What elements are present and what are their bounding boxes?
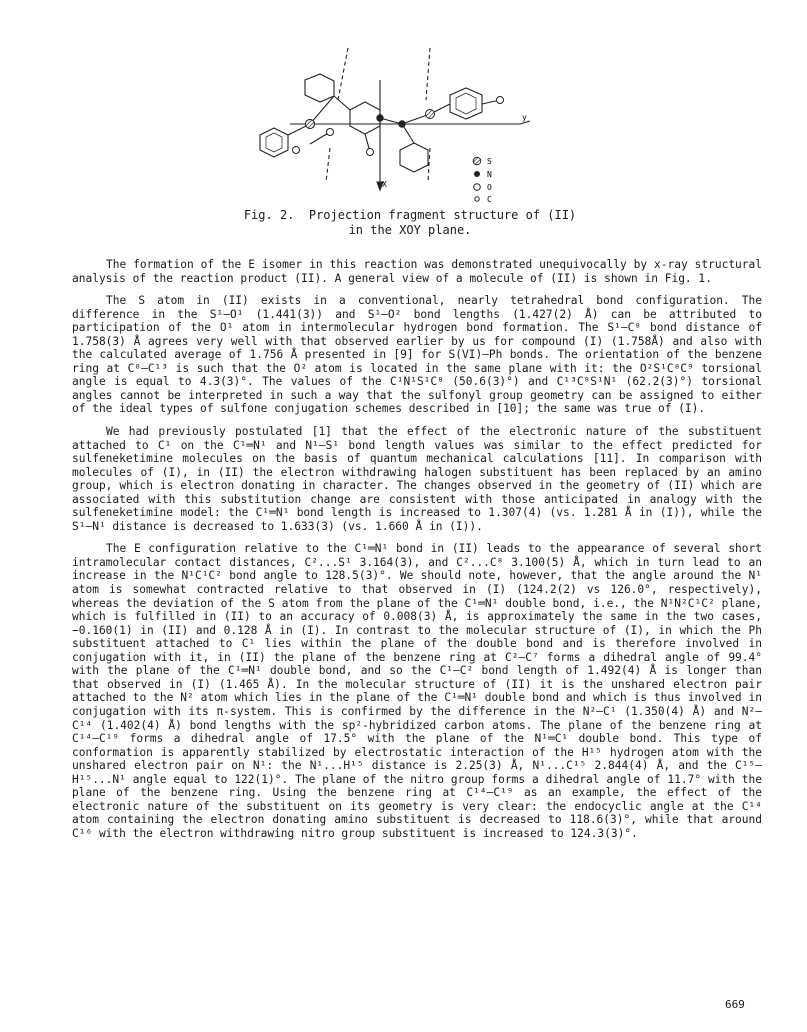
paragraph-3: We had previously postulated [1] that the effect of the electronic nature of the substituent attached to C¹ on the C¹═N¹ and N¹—S¹ bond length values was similar to the effect predicted for sulfeneketimine molecules on the basis of quantum mechanical calculations [11]. In comparison with molecules of (I), in (II) the electron withdrawing halogen substituent has been replaced by an amino group, which is electron donating in character. The changes observed in the geometry of (II) which are associated with this substitution change are consistent with those anticipated in analogy with the sulfeneketimine model: the C¹═N¹ bond length is increased to 1.307(4) (vs. 1.281 Å in (I)), while the S¹—N¹ distance is decreased to 1.633(3) (vs. 1.660 Å in (I)). <box>72 425 762 533</box>
paragraph-1: The formation of the E isomer in this reaction was demonstrated unequivocally by x-ray structural analysis of the reaction product (II). A general view of a molecule of (II) is shown in Fig. 1. <box>72 258 762 285</box>
legend-label-c: C <box>487 195 492 204</box>
caption-line-2: in the XOY plane. <box>348 223 472 237</box>
figure-2 <box>230 40 570 210</box>
figure-caption <box>200 208 620 238</box>
crystal-structure-projection <box>230 40 570 210</box>
page-number: 669 <box>725 998 745 1011</box>
nitrogen-legend-icon <box>474 171 480 177</box>
legend <box>473 157 492 204</box>
oxygen-legend-icon <box>474 184 481 191</box>
paragraph-4: The E configuration relative to the C¹═N¹ bond in (II) leads to the appearance of several short intramolecular contact distances, C²...S¹ 3.164(3), and C²...C⁸ 3.100(5) Å, which in turn lead to an increase in the N¹C¹C² bond angle to 128.5(3)°. We should note, however, that the angle around the N¹ atom is somewhat contracted relative to that observed in (I) (124.2(2) vs 126.0°, respectively), whereas the deviation of the S atom from the plane of the C¹═N¹ double bond, i.e., the N¹N²C¹C² plane, which is fulfilled in (II) to an accuracy of 0.008(3) Å, is approximately the same in the two cases, −0.160(1) in (II) and 0.128 Å in (I). In contrast to the molecular structure of (I), in which the Ph substituent attached to C¹ lies within the plane of the double bond and is therefore involved in conjugation with it, in (II) the plane of the benzene ring at C²—C⁷ forms a dihedral angle of 99.4° with the plane of the C¹═N¹ double bond, and so the C¹—C² bond length of 1.492(4) Å is longer than that observed in (I) (1.465 Å). In the molecular structure of (II) it is the unshared electron pair attached to the N² atom which lies in the plane of the C¹═N¹ double bond and which is thus involved in conjugation with its π-system. This is confirmed by the difference in the N²—C¹ (1.350(4) Å) and N²—C¹⁴ (1.402(4) Å) bond lengths with the sp²-hybridized carbon atoms. The plane of the benzene ring at C¹⁴—C¹⁹ forms a dihedral angle of 17.5° with the plane of the N¹═C¹ double bond. This type of conformation is apparently stabilized by electrostatic interaction of the H¹⁵ hydrogen atom with the unshared electron pair on N¹: the N¹...H¹⁵ distance is 2.25(3) Å, N¹...C¹⁵ 2.844(4) Å, and the C¹⁵—H¹⁵...N¹ angle equal to 122(1)°. The plane of the nitro group forms a dihedral angle of 11.7° with the plane of the benzene ring. Using the benzene ring at C¹⁴—C¹⁹ as an example, the effect of the electronic nature of the substituent on its geometry is very clear: the endocyclic angle at the C¹⁴ atom containing the electron donating amino substituent is decreased to 118.6(3)°, while that around C¹⁶ with the electron withdrawing nitro group substituent is increased to 124.3(3)°. <box>72 542 762 840</box>
sulfur-legend-icon <box>473 157 481 165</box>
legend-label-o: O <box>487 183 492 192</box>
axis-y-label: y <box>522 113 527 122</box>
paragraph-2: The S atom in (II) exists in a conventional, nearly tetrahedral bond configuration. The difference in the S¹—O¹ (1.441(3)) and S¹—O² bond lengths (1.427(2) Å) can be attributed to participation of the O¹ atom in intermolecular hydrogen bond formation. The S¹—C⁸ bond distance of 1.758(3) Å agrees very well with that observed earlier by us for compound (I) (1.758Å) and also with the calculated average of 1.756 Å presented in [9] for S(VI)—Ph bonds. The orientation of the benzene ring at C⁸—C¹³ is such that the O² atom is located in the same plane with it: the O²S¹C⁸C⁹ torsional angle is equal to 4.3(3)°. The values of the C¹N¹S¹C⁸ (50.6(3)°) and C¹³C⁸S¹N¹ (62.2(3)°) torsional angles cannot be interpreted in such a way that the sulfonyl group geometry can be assigned to either of the ideal types of sulfone conjugation schemes described in [10]; the same was true of (I). <box>72 294 762 416</box>
carbon-legend-icon <box>475 197 479 201</box>
legend-label-n: N <box>487 170 492 179</box>
caption-line-1: Fig. 2. Projection fragment structure of (II) <box>243 208 577 222</box>
axis-x-label: X <box>382 180 387 189</box>
legend-label-s: S <box>487 157 492 166</box>
body-text <box>72 258 762 849</box>
